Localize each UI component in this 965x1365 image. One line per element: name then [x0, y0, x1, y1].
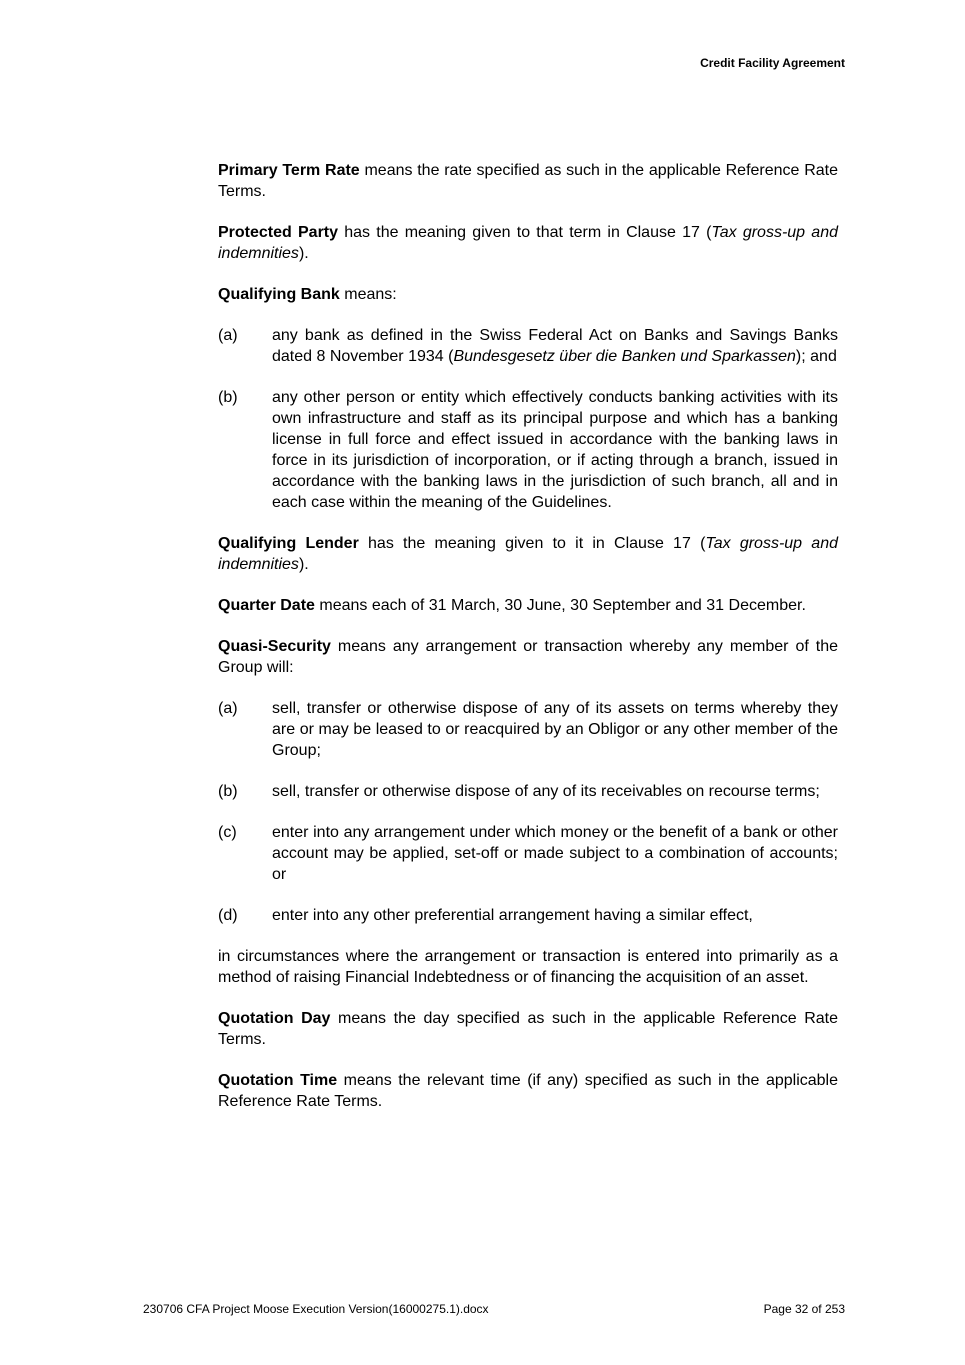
list-label: (c)	[218, 824, 237, 841]
list-label: (b)	[218, 783, 238, 800]
list-text	[272, 325, 838, 367]
list-item	[218, 781, 838, 802]
list-label: (b)	[218, 389, 238, 406]
definition-quarter-date	[218, 595, 838, 616]
definition-qualifying-bank	[218, 284, 838, 305]
definition-text: ).	[298, 245, 309, 262]
definition-quotation-day	[218, 1008, 838, 1050]
definition-text: means the day specified as such in the applicable Reference Rate Terms.	[218, 1010, 839, 1048]
definition-quotation-time	[218, 1070, 838, 1112]
definition-primary-term-rate	[218, 160, 838, 202]
list-label: (a)	[218, 327, 238, 344]
defined-term: Primary Term Rate	[218, 162, 360, 179]
list-text: any other person or entity which effectively conducts banking activities with its own infrastructure and staff as its principal purpose and which has a banking license in full force and effect issued in accordance with the banking laws in force in its jurisdiction of incorporation, or if acting through a branch, issued in accordance with the banking laws in the jurisdiction of such branch, all and in each case within the meaning of the Guidelines.	[272, 389, 838, 511]
definition-text: means:	[339, 286, 397, 303]
statute-name: Bundesgesetz über die Banken und Sparkassen	[453, 348, 796, 365]
list-item	[218, 822, 838, 885]
definition-protected-party	[218, 222, 838, 264]
list-item	[218, 325, 838, 367]
defined-term: Qualifying Lender	[218, 535, 359, 552]
definition-quasi-security	[218, 636, 838, 678]
running-header: Credit Facility Agreement	[700, 56, 845, 70]
definition-qualifying-lender	[218, 533, 838, 575]
document-body	[218, 160, 838, 1132]
defined-term: Quotation Day	[218, 1010, 331, 1027]
clause-reference: Tax gross-up and indemnities	[218, 535, 838, 573]
list-text: enter into any other preferential arrangement having a similar effect,	[272, 907, 753, 924]
definition-text: means each of 31 March, 30 June, 30 September and 31 December.	[314, 597, 806, 614]
quasi-security-tail: in circumstances where the arrangement or transaction is entered into primarily as a method of raising Financial Indebtedness or of financing the acquisition of an asset.	[218, 948, 838, 986]
list-text: sell, transfer or otherwise dispose of any of its receivables on recourse terms;	[272, 783, 820, 800]
footer-page-number: Page 32 of 253	[763, 1302, 845, 1316]
list-label: (a)	[218, 700, 238, 717]
list-text: sell, transfer or otherwise dispose of any of its assets on terms whereby they are or may be leased to or reacquired by an Obligor or any other member of the Group;	[272, 700, 838, 759]
defined-term: Protected Party	[218, 224, 339, 241]
definition-text: has the meaning given to that term in Clause 17 (	[338, 224, 712, 241]
defined-term: Quotation Time	[218, 1072, 338, 1089]
definition-text: means the relevant time (if any) specified as such in the applicable Reference Rate Terms.	[218, 1072, 838, 1110]
list-text: enter into any arrangement under which money or the benefit of a bank or other account may be applied, set-off or made subject to a combination of accounts; or	[272, 824, 838, 883]
footer-filename: 230706 CFA Project Moose Execution Version(16000275.1).docx	[143, 1302, 489, 1316]
list-text-part: any bank as defined in the Swiss Federal Act on Banks and Savings Banks dated 8 November 1934 (	[272, 327, 838, 365]
defined-term: Qualifying Bank	[218, 286, 340, 303]
definition-text: ).	[298, 556, 309, 573]
list-item	[218, 698, 838, 761]
definition-text: has the meaning given to it in Clause 17 (	[358, 535, 706, 552]
definition-text: means the rate specified as such in the applicable Reference Rate Terms.	[218, 162, 838, 200]
defined-term: Quasi-Security	[218, 638, 331, 655]
list-item	[218, 387, 838, 513]
list-item	[218, 905, 838, 926]
list-text-part: ); and	[795, 348, 837, 365]
definition-text: means any arrangement or transaction whereby any member of the Group will:	[218, 638, 838, 676]
clause-reference: Tax gross-up and indemnities	[218, 224, 838, 262]
defined-term: Quarter Date	[218, 597, 315, 614]
list-label: (d)	[218, 907, 238, 924]
